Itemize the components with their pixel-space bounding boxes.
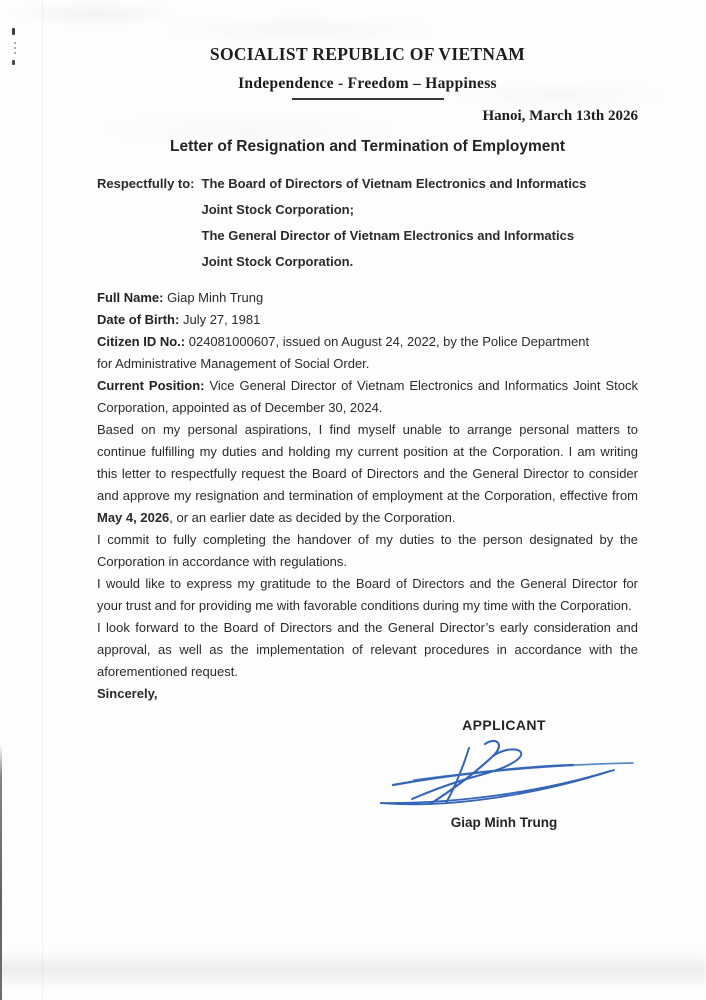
scan-bottom-shadow	[0, 952, 706, 990]
signature-heading: APPLICANT	[462, 717, 546, 733]
field-value: Vice General Director of Vietnam Electronics and Informatics Joint Stock Corporation, appointed as of December 30, 2024.	[97, 378, 638, 415]
field-label: Current Position:	[97, 378, 205, 393]
field-value: July 27, 1981	[182, 312, 261, 327]
field-current-position	[97, 375, 638, 419]
recipients-block	[97, 171, 638, 275]
recipient-line: Joint Stock Corporation;	[201, 202, 354, 217]
field-full-name	[97, 287, 638, 309]
field-label: Citizen ID No.:	[97, 334, 186, 349]
personal-fields	[97, 287, 638, 419]
signoff: Sincerely,	[97, 686, 158, 701]
recipient-line: The Board of Directors of Vietnam Electronics and Informatics	[201, 176, 587, 191]
field-label: Full Name:	[97, 290, 164, 305]
signature-block	[354, 717, 654, 830]
paragraph-text: , or an earlier date as decided by the Corporation.	[169, 510, 456, 525]
signature-stroke	[380, 770, 614, 804]
field-value: 024081000607, issued on August 24, 2022, by the Police Department for Administrative Management of Social Order.	[97, 334, 590, 371]
effective-date: May 4, 2026	[97, 510, 170, 525]
document-title: Letter of Resignation and Termination of Employment	[170, 138, 565, 155]
recipient-line: Joint Stock Corporation.	[201, 254, 354, 269]
dateline: Hanoi, March 13th 2026	[482, 108, 638, 124]
handwritten-signature	[368, 737, 640, 813]
motto: Independence - Freedom – Happiness	[238, 75, 497, 92]
paragraph-closing: I look forward to the Board of Directors and the General Director’s early consideration and approval, as well as the implementation of relevant procedures in accordance with the aforementioned request.	[97, 620, 638, 679]
recipients-label: Respectfully to:	[97, 176, 195, 191]
field-value: Giap Minh Trung	[167, 290, 264, 305]
field-citizen-id	[97, 331, 597, 375]
signature-name: Giap Minh Trung	[450, 815, 558, 830]
field-date-of-birth	[97, 309, 638, 331]
field-label: Date of Birth:	[97, 312, 180, 327]
paragraph-request	[97, 419, 638, 529]
paragraph-gratitude: I would like to express my gratitude to the Board of Directors and the General Director for your trust and for providing me with favorable conditions during my time with the Corporation.	[97, 576, 638, 613]
paragraph-handover: I commit to fully completing the handover of my duties to the person designated by the Corporation in accordance with regulations.	[97, 532, 638, 569]
recipient-line: The General Director of Vietnam Electronics and Informatics	[201, 228, 575, 243]
motto-underline	[292, 98, 444, 100]
national-title: SOCIALIST REPUBLIC OF VIETNAM	[209, 44, 526, 64]
recipients-lines	[202, 171, 638, 275]
paragraph-text: Based on my personal aspirations, I find myself unable to arrange personal matters to continue fulfilling my duties and holding my current position at the Corporation. I am writing this letter to respectfully request the Board of Directors and the General Director to consider and approve my resignation and termination of employment at the Corporation, effective from	[97, 422, 638, 503]
